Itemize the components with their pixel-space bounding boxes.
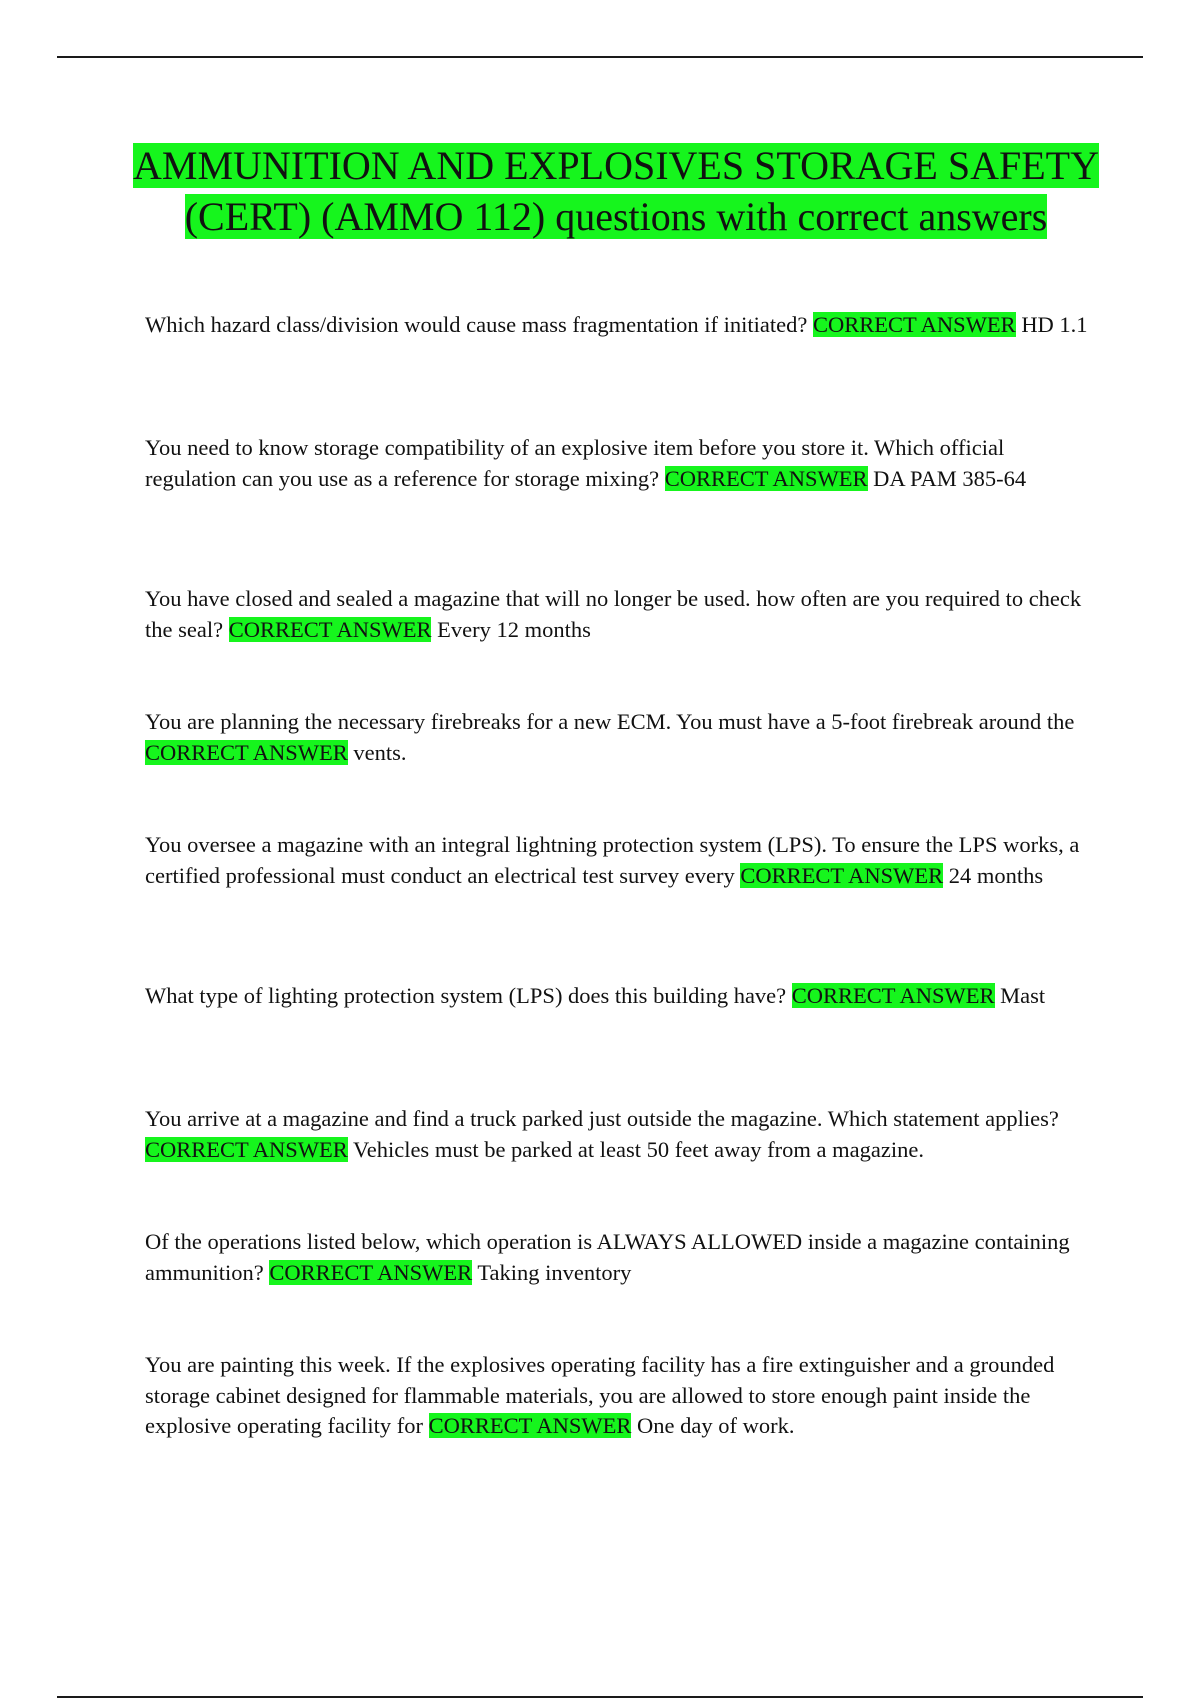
question-text: Of the operations listed below, which operation is ALWAYS ALLOWED inside a magazine containing ammunition?	[145, 1229, 1070, 1285]
bottom-rule	[57, 1696, 1143, 1698]
correct-answer-label: CORRECT ANSWER	[664, 465, 868, 491]
correct-answer-label: CORRECT ANSWER	[145, 739, 348, 765]
correct-answer-label: CORRECT ANSWER	[269, 1259, 473, 1285]
answer-text: Vehicles must be parked at least 50 feet away from a magazine.	[352, 1136, 924, 1162]
qa-item-6	[145, 981, 1095, 1012]
document-title	[120, 140, 1112, 242]
question-text: You are planning the necessary firebreaks for a new ECM. You must have a 5-foot firebreak around the	[145, 709, 1075, 734]
top-rule	[57, 56, 1143, 58]
question-text: You are painting this week. If the explosives operating facility has a fire extinguisher and a grounded storage cabinet designed for flammable materials, you are allowed to store enough paint inside the explosive operating facility for	[145, 1352, 1055, 1438]
qa-item-4	[145, 707, 1095, 768]
correct-answer-label: CORRECT ANSWER	[812, 312, 1016, 337]
correct-answer-label: CORRECT ANSWER	[740, 862, 944, 888]
answer-text: HD 1.1	[1021, 312, 1088, 337]
question-text: What type of lighting protection system (LPS) does this building have?	[145, 983, 787, 1008]
qa-item-5	[145, 830, 1095, 891]
qa-item-7	[145, 1104, 1095, 1165]
answer-text: Taking inventory	[477, 1259, 632, 1285]
document-title-text: AMMUNITION AND EXPLOSIVES STORAGE SAFETY (CERT) (AMMO 112) questions with correct answers	[133, 143, 1099, 239]
answer-text: DA PAM 385-64	[873, 465, 1027, 491]
qa-item-3	[145, 584, 1095, 645]
correct-answer-label: CORRECT ANSWER	[228, 616, 432, 642]
correct-answer-label: CORRECT ANSWER	[145, 1136, 348, 1162]
answer-text: Mast	[1000, 983, 1046, 1008]
answer-text: vents.	[353, 739, 407, 765]
answer-text: 24 months	[948, 862, 1044, 888]
qa-item-8	[145, 1227, 1095, 1288]
qa-item-2	[145, 433, 1095, 494]
question-text: Which hazard class/division would cause mass fragmentation if initiated?	[145, 312, 808, 337]
answer-text: One day of work.	[637, 1413, 795, 1438]
qa-item-9	[145, 1350, 1095, 1442]
answer-text: Every 12 months	[437, 616, 591, 642]
correct-answer-label: CORRECT ANSWER	[791, 983, 995, 1008]
question-text: You arrive at a magazine and find a truck parked just outside the magazine. Which statement applies?	[145, 1106, 1059, 1131]
correct-answer-label: CORRECT ANSWER	[428, 1413, 632, 1438]
question-text: You have closed and sealed a magazine that will no longer be used. how often are you required to check the seal?	[145, 586, 1082, 642]
question-text: You oversee a magazine with an integral lightning protection system (LPS). To ensure the LPS works, a certified professional must conduct an electrical test survey every	[145, 832, 1080, 888]
qa-item-1	[145, 310, 1095, 341]
question-text: You need to know storage compatibility of an explosive item before you store it. Which official regulation can you use as a reference for storage mixing?	[145, 435, 1005, 491]
